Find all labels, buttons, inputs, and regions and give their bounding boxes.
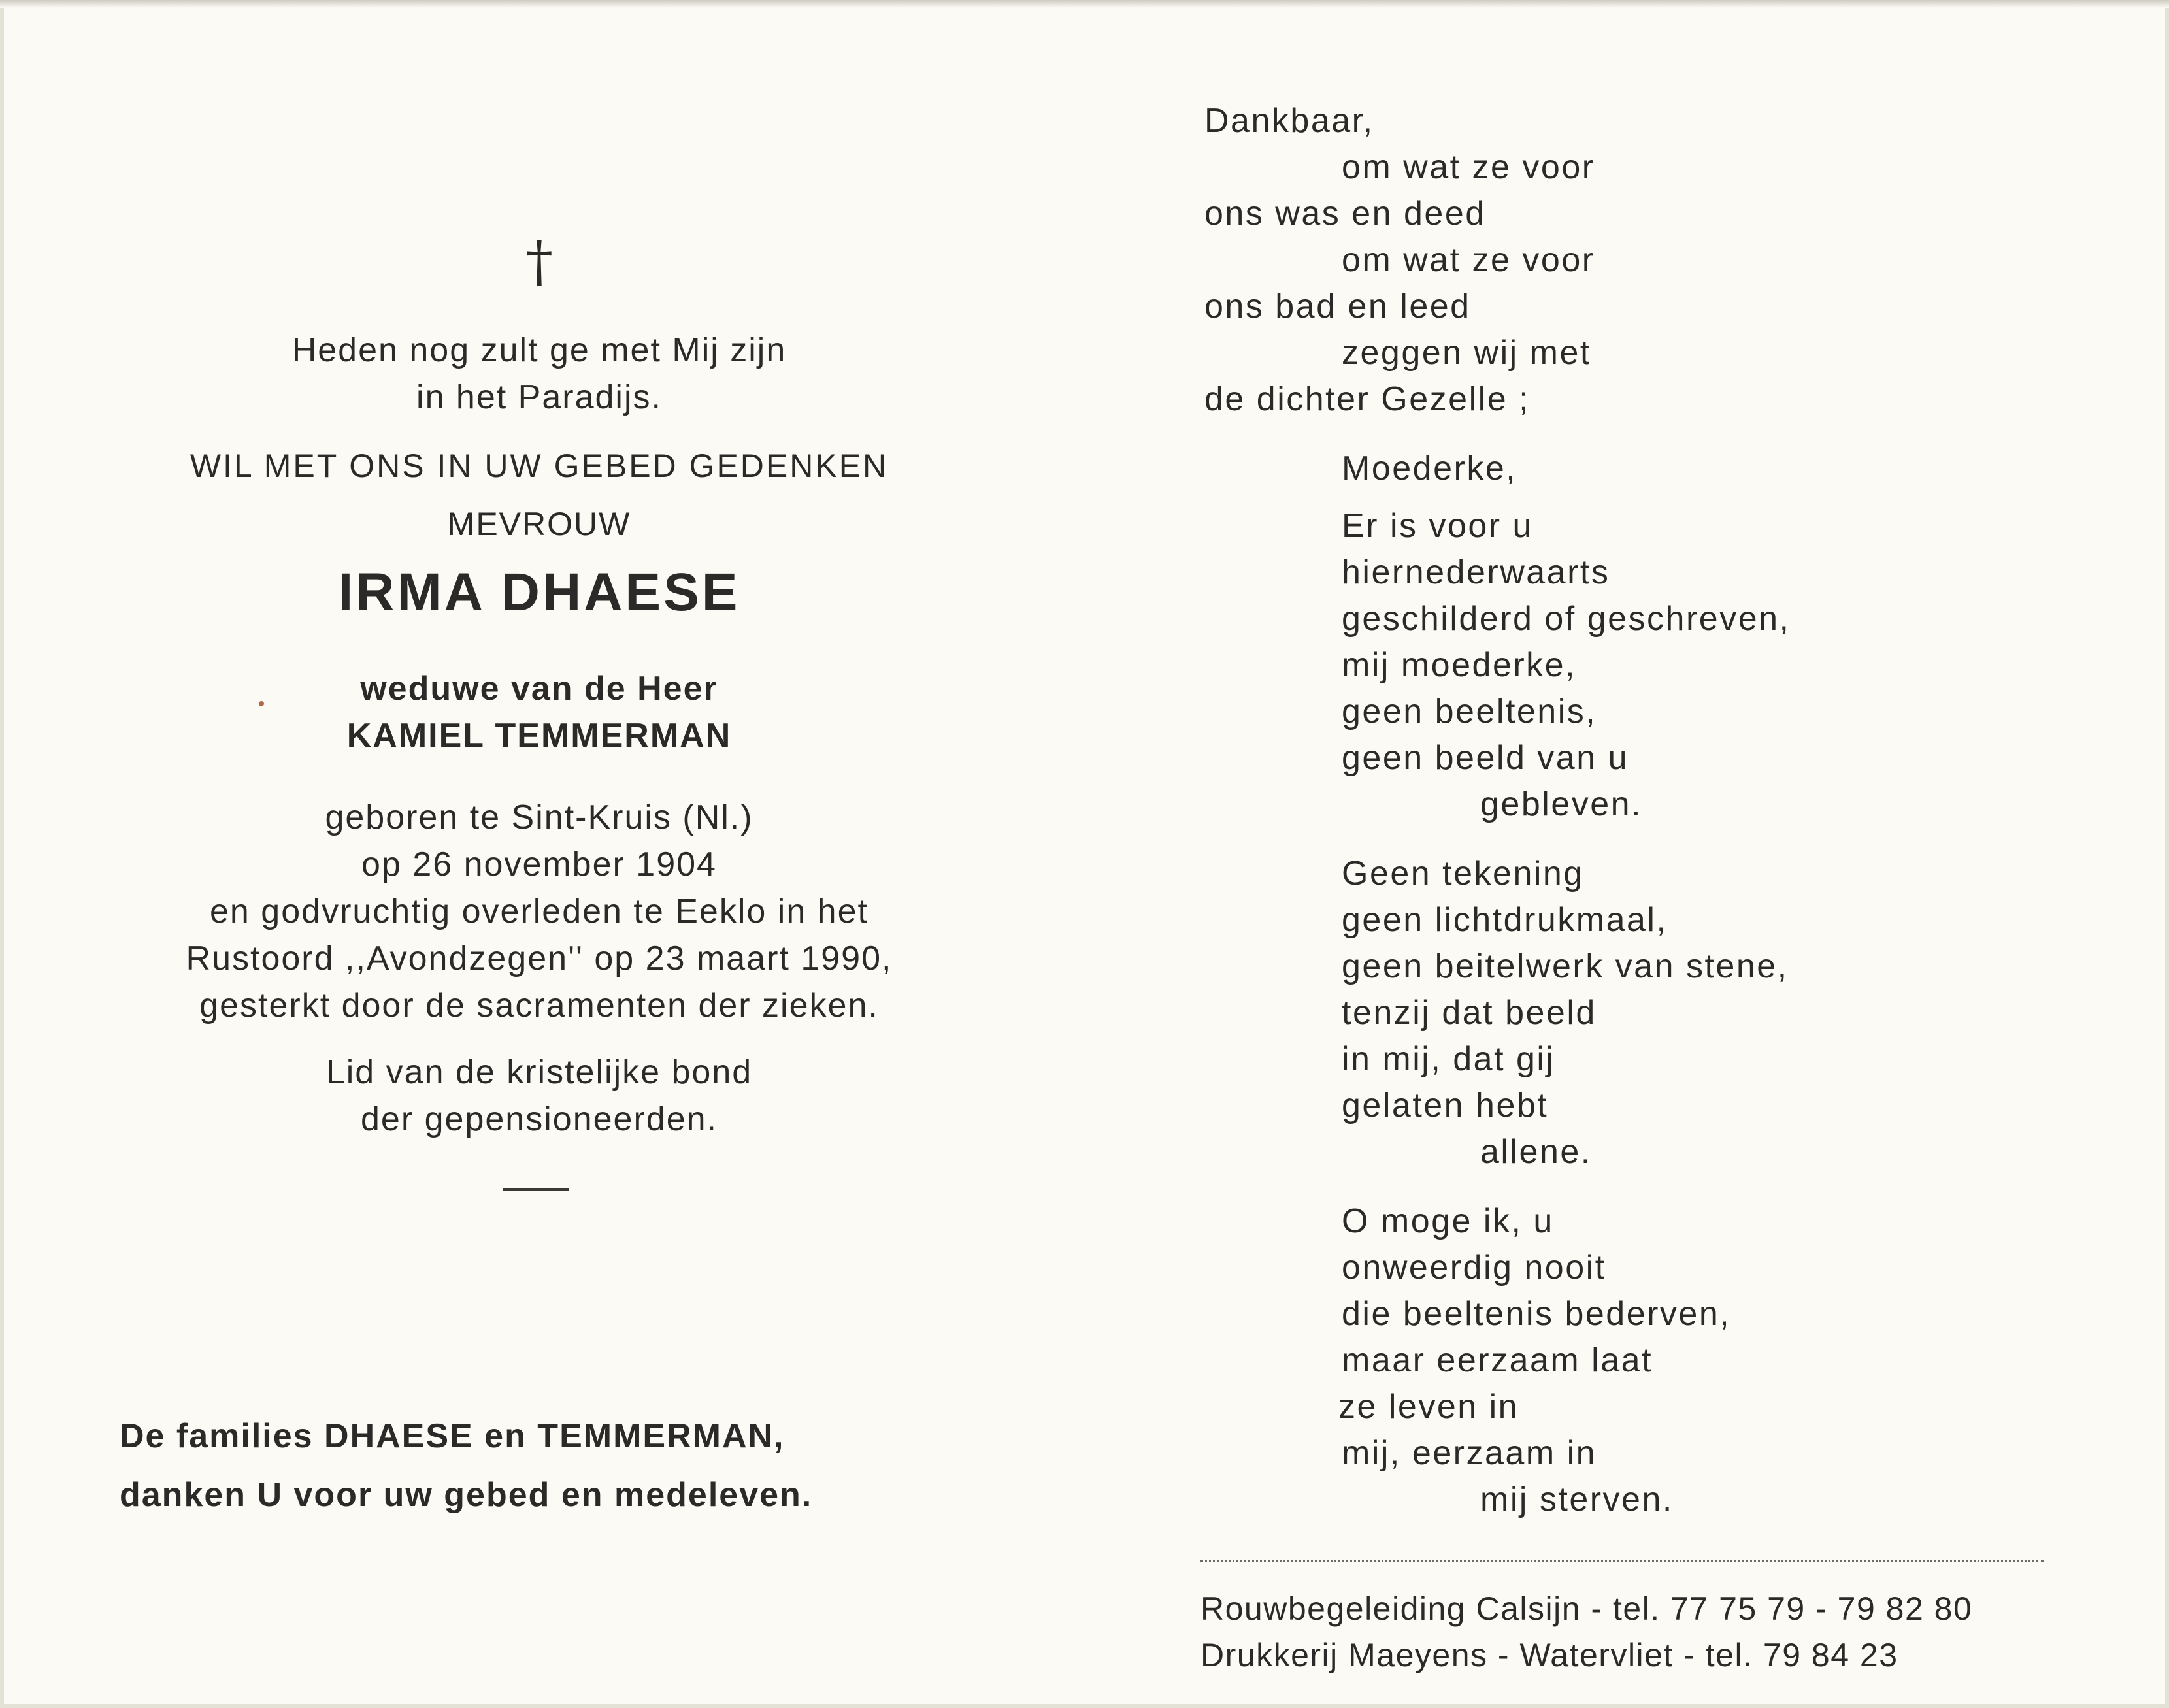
poem-line: ons bad en leed — [1204, 287, 1471, 325]
family-thanks-line-2: danken U voor uw gebed en medeleven. — [120, 1476, 813, 1514]
poem-line: gelaten hebt — [1342, 1087, 1549, 1125]
printer-line-1: Rouwbegeleiding Calsijn - tel. 77 75 79 - 79 82 80 — [1200, 1590, 1973, 1627]
family-thanks-line-1: De families DHAESE en TEMMERMAN, — [120, 1417, 785, 1455]
poem-line: Er is voor u — [1342, 507, 1533, 545]
poem-line: om wat ze voor — [1342, 148, 1595, 186]
poem-line: gebleven. — [1480, 785, 1643, 823]
poem-line: geen beeld van u — [1342, 739, 1629, 777]
poem-line: geen beitelwerk van stene, — [1342, 947, 1789, 985]
printer-divider — [1200, 1560, 2044, 1562]
title-line: MEVROUW — [447, 506, 631, 542]
widow-of — [98, 665, 980, 759]
biography — [98, 794, 980, 1029]
poem-line: die beeltenis bederven, — [1342, 1295, 1731, 1333]
bio-line-2: op 26 november 1904 — [361, 846, 717, 883]
poem-line: Geen tekening — [1342, 855, 1584, 893]
poem-line: hiernederwaarts — [1342, 553, 1610, 591]
spouse-name: KAMIEL TEMMERMAN — [346, 717, 732, 755]
poem-line: de dichter Gezelle ; — [1204, 380, 1531, 418]
remember-heading: WIL MET ONS IN UW GEBED GEDENKEN — [190, 448, 889, 484]
bio-line-4: Rustoord ,,Avondzegen'' op 23 maart 1990, — [186, 940, 893, 977]
bio-line-1: geboren te Sint-Kruis (Nl.) — [325, 798, 753, 836]
poem-line: ons was en deed — [1204, 195, 1486, 233]
family-thanks — [120, 1407, 812, 1524]
poem-line: zeggen wij met — [1342, 334, 1591, 372]
printer-line-2: Drukkerij Maeyens - Watervliet - tel. 79 84 23 — [1200, 1637, 1898, 1673]
poem-line: Dankbaar, — [1204, 102, 1374, 140]
membership-line-2: der gepensioneerden. — [361, 1100, 718, 1138]
poem-line: in mij, dat gij — [1342, 1040, 1555, 1078]
bio-line-5: gesterkt door de sacramenten der zieken. — [199, 987, 879, 1025]
deceased-name: IRMA DHAESE — [338, 563, 740, 622]
poem-line: geen beeltenis, — [1342, 693, 1597, 731]
poem-line: Moederke, — [1342, 450, 1517, 487]
poem-line: geschilderd of geschreven, — [1342, 600, 1791, 638]
cross-icon: † — [525, 229, 553, 293]
poem-line: allene. — [1480, 1133, 1592, 1171]
poem-line: onweerdig nooit — [1342, 1249, 1606, 1287]
poem-line: ze leven in — [1338, 1388, 1519, 1426]
quote-line-1: Heden nog zult ge met Mij zijn — [291, 331, 787, 369]
poem-line: om wat ze voor — [1342, 241, 1595, 279]
poem-line: mij moederke, — [1342, 646, 1577, 684]
bio-line-3: en godvruchtig overleden te Eeklo in het — [210, 893, 869, 930]
poem-line: O moge ik, u — [1342, 1202, 1554, 1240]
membership — [98, 1049, 980, 1143]
membership-line-1: Lid van de kristelijke bond — [325, 1053, 753, 1091]
right-page — [1078, 0, 2169, 1708]
poem-line: maar eerzaam laat — [1342, 1341, 1653, 1379]
widow-line-1: weduwe van de Heer — [360, 670, 718, 708]
poem-line: geen lichtdrukmaal, — [1342, 901, 1668, 939]
quote-line-2: in het Paradijs. — [416, 378, 662, 416]
divider — [503, 1188, 569, 1191]
poem-line: mij, eerzaam in — [1342, 1434, 1597, 1472]
left-page — [0, 0, 1078, 1708]
poem-line: mij sterven. — [1480, 1481, 1674, 1519]
bible-quote — [98, 327, 980, 421]
poem-line: tenzij dat beeld — [1342, 994, 1597, 1032]
